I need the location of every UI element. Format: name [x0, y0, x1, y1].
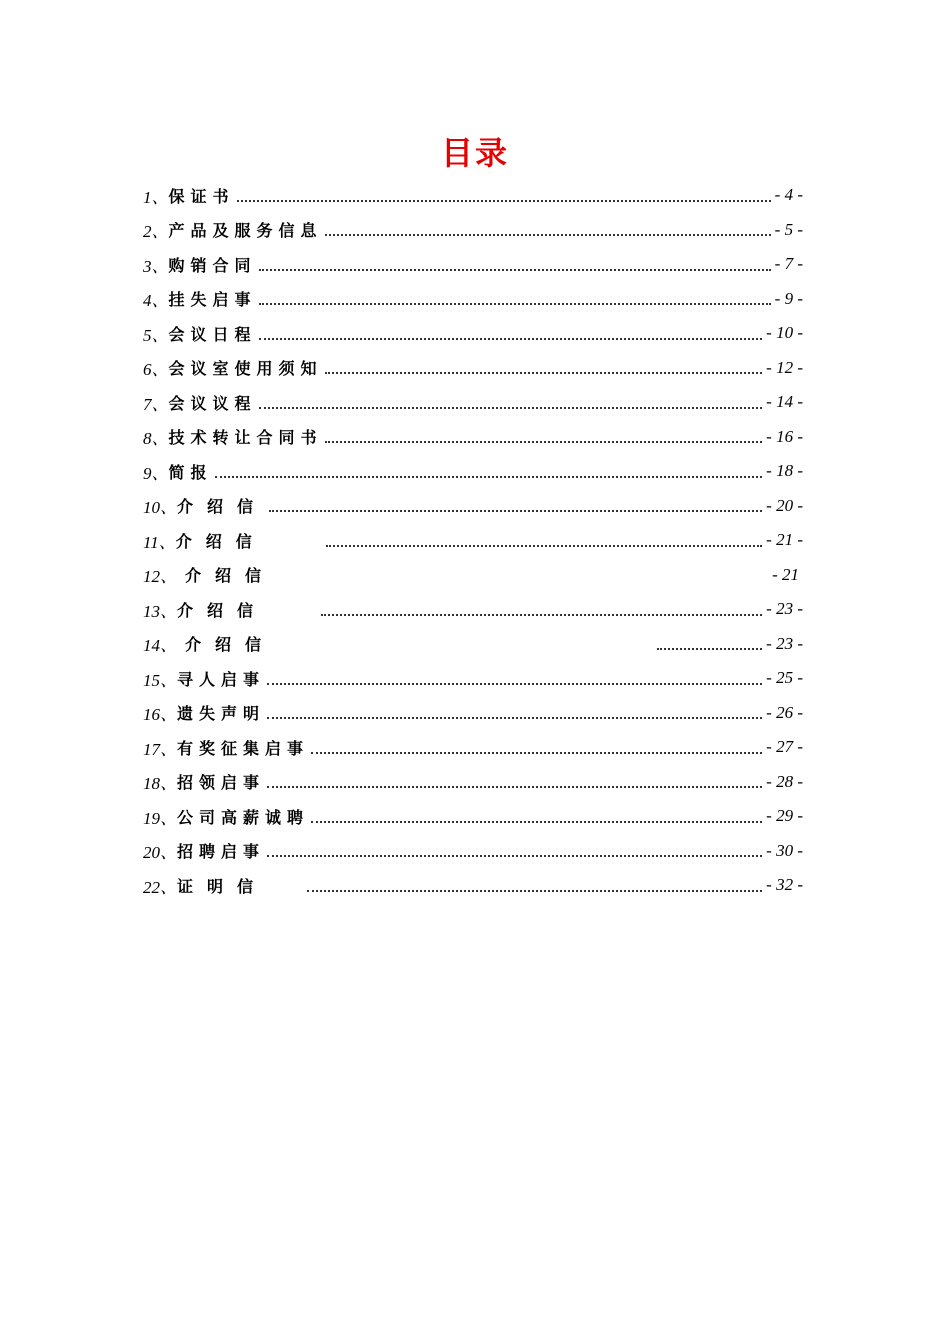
toc-entry-label: 介绍信 [177, 600, 268, 620]
toc-entry-label: 购销合同 [168, 255, 257, 275]
toc-entry-number: 13、 [143, 601, 177, 621]
toc-entry-page: - 25 - [766, 668, 803, 688]
toc-entry-page: - 18 - [766, 461, 803, 481]
toc-entry-page: - 30 - [766, 840, 803, 860]
toc-entry-label: 公司高薪诚聘 [177, 807, 310, 827]
toc-entry-number: 7、 [143, 394, 169, 414]
toc-entry-9[interactable] [143, 454, 803, 489]
toc-entry-page: - 14 - [766, 392, 803, 412]
toc-entry-number: 22、 [143, 877, 177, 897]
toc-entry-label: 介绍信 [177, 497, 268, 517]
toc-entry-number: 2、 [143, 222, 169, 242]
toc-entry-number: 18、 [143, 774, 177, 794]
toc-entry-label: 有奖征集启事 [177, 738, 310, 758]
toc-entry-label: 遗失声明 [177, 704, 266, 724]
toc-entry-number: 12、 [143, 567, 177, 587]
toc-entry-label: 介绍信 [175, 531, 266, 551]
toc-entry-10[interactable] [143, 489, 803, 524]
toc-entry-number: 6、 [143, 360, 169, 380]
toc-entry-number: 1、 [143, 187, 169, 207]
toc-entry-number: 20、 [143, 843, 177, 863]
toc-entry-page: - 23 - [766, 599, 803, 619]
toc-entry-3[interactable] [143, 247, 803, 282]
toc-entry-17[interactable] [143, 730, 803, 765]
dot-leader [259, 325, 763, 342]
toc-entry-11[interactable] [143, 523, 803, 558]
toc-entry-label: 会议议程 [168, 393, 257, 413]
dot-leader [657, 635, 762, 652]
toc-entry-13[interactable] [143, 592, 803, 627]
toc-entry-page: - 32 - [766, 875, 803, 895]
toc-entry-page: - 10 - [766, 323, 803, 343]
toc-entry-number: 5、 [143, 325, 169, 345]
toc-entry-20[interactable] [143, 834, 803, 869]
dot-leader [325, 221, 771, 238]
toc-entry-14[interactable] [143, 627, 803, 662]
toc-entry-label: 产品及服务信息 [168, 221, 323, 241]
dot-leader [307, 877, 762, 894]
toc-entry-page: - 21 - [766, 530, 803, 550]
toc-entry-number: 17、 [143, 739, 177, 759]
toc-entry-number: 11、 [143, 532, 176, 552]
dot-leader [269, 497, 762, 514]
toc-entry-label: 简报 [168, 462, 213, 482]
dot-leader [311, 739, 762, 756]
toc-entry-number: 4、 [143, 291, 169, 311]
toc-entry-label: 挂失启事 [168, 290, 257, 310]
toc-entry-number: 16、 [143, 705, 177, 725]
toc-entry-page: - 5 - [774, 219, 803, 239]
toc-entry-label: 会议室使用须知 [168, 359, 323, 379]
dot-leader [259, 394, 763, 411]
toc-entry-18[interactable] [143, 765, 803, 800]
toc-entry-page: - 7 - [774, 254, 803, 274]
toc-entry-number: 9、 [143, 463, 169, 483]
toc-entry-label: 介绍信 [185, 635, 276, 655]
toc-entry-number: 19、 [143, 808, 177, 828]
dot-leader [267, 773, 762, 790]
toc-entry-number: 8、 [143, 429, 169, 449]
toc-entry-22[interactable] [143, 868, 803, 903]
toc-entry-7[interactable] [143, 385, 803, 420]
toc-entry-8[interactable] [143, 420, 803, 455]
toc-entry-page: - 23 - [766, 633, 803, 653]
toc-entry-label: 会议日程 [168, 324, 257, 344]
toc-entry-page: - 16 - [766, 426, 803, 446]
toc-entry-page: - 21 [772, 564, 799, 584]
toc-entry-label: 保证书 [168, 186, 235, 206]
dot-leader [325, 428, 763, 445]
dot-leader [326, 532, 762, 549]
toc-entry-12[interactable] [143, 558, 803, 593]
toc-title: 目录 [440, 134, 509, 172]
toc-entry-4[interactable] [143, 282, 803, 317]
dot-leader [259, 256, 771, 273]
dot-leader [311, 808, 762, 825]
dot-leader [267, 670, 762, 687]
toc-entry-page: - 28 - [766, 771, 803, 791]
toc-entry-page: - 20 - [766, 495, 803, 515]
toc-entry-label: 寻人启事 [177, 669, 266, 689]
toc-entry-6[interactable] [143, 351, 803, 386]
dot-leader [321, 601, 762, 618]
toc-entry-page: - 9 - [774, 288, 803, 308]
table-of-contents [143, 178, 803, 903]
toc-entry-number: 3、 [143, 256, 169, 276]
toc-entry-label: 介绍信 [185, 566, 276, 586]
toc-entry-label: 招领启事 [177, 773, 266, 793]
toc-entry-number: 10、 [143, 498, 177, 518]
toc-entry-page: - 29 - [766, 806, 803, 826]
toc-entry-label: 证明信 [177, 876, 268, 896]
toc-entry-15[interactable] [143, 661, 803, 696]
dot-leader [237, 187, 771, 204]
toc-entry-label: 招聘启事 [177, 842, 266, 862]
toc-entry-1[interactable] [143, 178, 803, 213]
toc-entry-page: - 27 - [766, 737, 803, 757]
dot-leader [325, 359, 763, 376]
toc-entry-page: - 26 - [766, 702, 803, 722]
toc-entry-number: 15、 [143, 670, 177, 690]
toc-entry-5[interactable] [143, 316, 803, 351]
dot-leader [267, 842, 762, 859]
dot-leader [259, 290, 771, 307]
toc-entry-16[interactable] [143, 696, 803, 731]
blank-leader [277, 566, 768, 583]
toc-entry-page: - 4 - [774, 185, 803, 205]
toc-entry-label: 技术转让合同书 [168, 428, 323, 448]
toc-entry-2[interactable] [143, 213, 803, 248]
toc-entry-page: - 12 - [766, 357, 803, 377]
toc-entry-19[interactable] [143, 799, 803, 834]
dot-leader [215, 463, 763, 480]
toc-entry-number: 14、 [143, 636, 177, 656]
dot-leader [267, 704, 762, 721]
